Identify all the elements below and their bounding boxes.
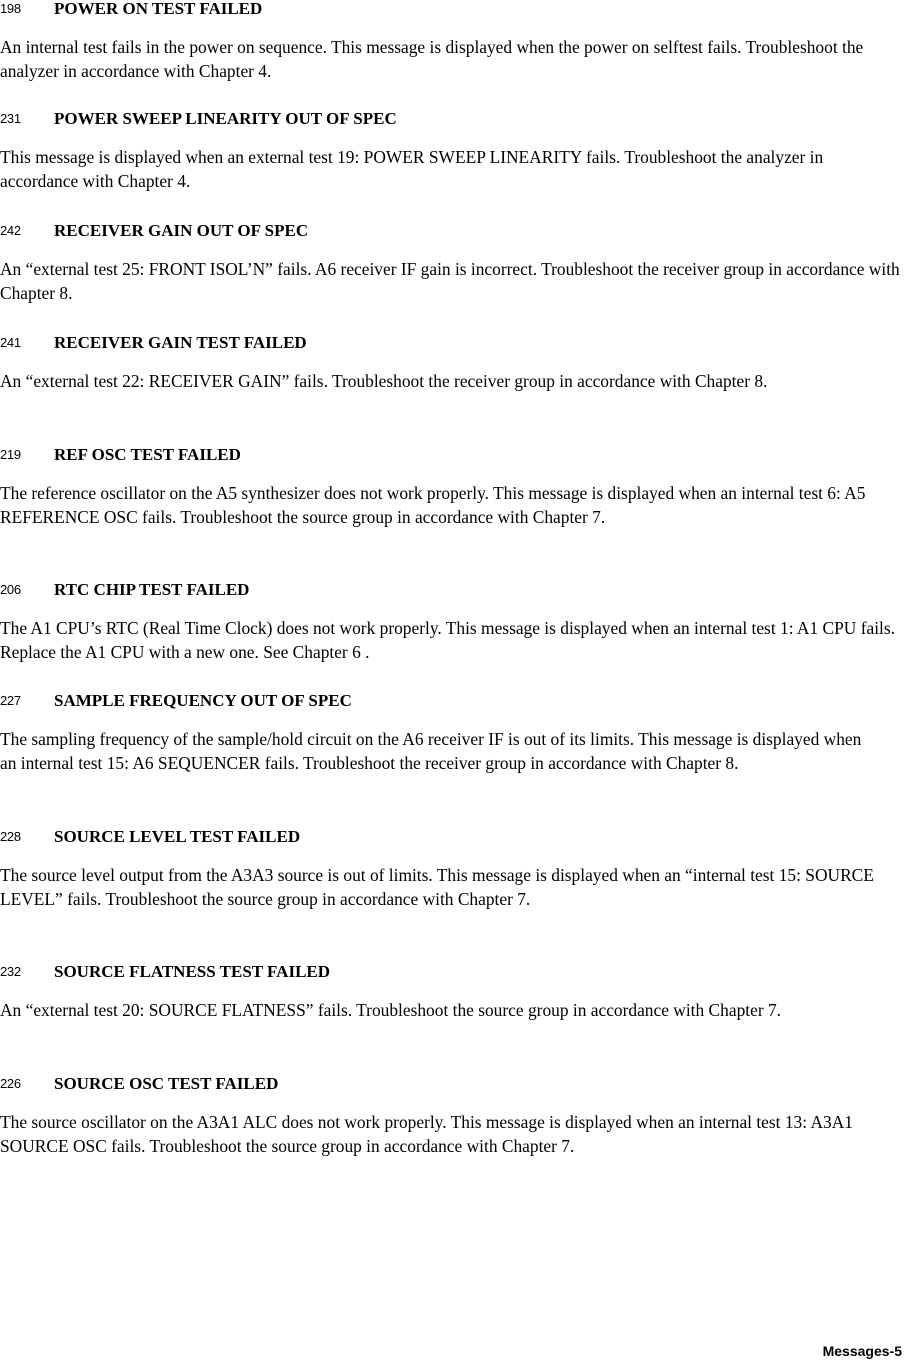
message-code: 232: [0, 964, 21, 979]
message-entry: [0, 221, 908, 303]
message-title: SOURCE FLATNESS TEST FAILED: [54, 962, 331, 981]
message-code: 241: [0, 335, 21, 350]
message-entry: [0, 962, 908, 1020]
message-entry: [0, 580, 908, 662]
message-description: The source level output from the A3A3 source is out of limits. This message is displayed when an “internal test 15: SOURCE LEVEL” fails. Troubleshoot the source group in accordance with Chapter 7.: [0, 865, 874, 909]
message-description: The A1 CPU’s RTC (Real Time Clock) does not work properly. This message is displayed when an internal test 1: A1 CPU fails. Replace the A1 CPU with a new one. See Chapter 6 .: [0, 618, 895, 662]
message-code: 228: [0, 829, 21, 844]
message-title: RTC CHIP TEST FAILED: [54, 580, 250, 599]
message-title: RECEIVER GAIN TEST FAILED: [54, 333, 307, 352]
message-title: SOURCE OSC TEST FAILED: [54, 1074, 279, 1093]
message-code: 226: [0, 1076, 21, 1091]
message-code: 242: [0, 223, 21, 238]
message-code: 206: [0, 582, 21, 597]
message-description: The sampling frequency of the sample/hold circuit on the A6 receiver IF is out of its limits. This message is displayed when an internal test 15: A6 SEQUENCER fails. Troubleshoot the receiver group in accordance with Chapter 8.: [0, 729, 862, 773]
message-entry: [0, 691, 908, 773]
page-footer-label: Messages-5: [822, 1343, 902, 1359]
message-entry: [0, 827, 908, 909]
message-entry: [0, 0, 908, 81]
message-title: POWER SWEEP LINEARITY OUT OF SPEC: [54, 109, 397, 128]
message-title: POWER ON TEST FAILED: [54, 0, 263, 18]
message-description: An internal test fails in the power on sequence. This message is displayed when the power on selftest fails. Troubleshoot the analyzer in accordance with Chapter 4.: [0, 37, 864, 81]
message-description: An “external test 25: FRONT ISOL’N” fails. A6 receiver IF gain is incorrect. Troubleshoot the receiver group in accordance with Chapter 8.: [0, 259, 900, 303]
message-description: The source oscillator on the A3A1 ALC does not work properly. This message is displayed when an internal test 13: A3A1 SOURCE OSC fails. Troubleshoot the source group in accordance with Chapter 7.: [0, 1112, 853, 1156]
message-code: 231: [0, 111, 21, 126]
message-description: An “external test 22: RECEIVER GAIN” fails. Troubleshoot the receiver group in accordance with Chapter 8.: [0, 371, 768, 391]
message-code: 198: [0, 1, 21, 16]
message-title: SAMPLE FREQUENCY OUT OF SPEC: [54, 691, 352, 710]
message-description: The reference oscillator on the A5 synthesizer does not work properly. This message is displayed when an internal test 6: A5 REFERENCE OSC fails. Troubleshoot the source group in accordance with Chapter 7.: [0, 483, 866, 527]
message-entry: [0, 109, 908, 191]
message-title: RECEIVER GAIN OUT OF SPEC: [54, 221, 309, 240]
message-description: An “external test 20: SOURCE FLATNESS” fails. Troubleshoot the source group in accordance with Chapter 7.: [0, 1000, 781, 1020]
message-entry: [0, 1074, 908, 1156]
message-entry: [0, 333, 908, 391]
message-code: 219: [0, 447, 21, 462]
message-title: REF OSC TEST FAILED: [54, 445, 241, 464]
message-description: This message is displayed when an external test 19: POWER SWEEP LINEARITY fails. Troubleshoot the analyzer in accordance with Chapter 4.: [0, 147, 824, 191]
message-code: 227: [0, 693, 21, 708]
message-entry: [0, 445, 908, 527]
message-title: SOURCE LEVEL TEST FAILED: [54, 827, 301, 846]
